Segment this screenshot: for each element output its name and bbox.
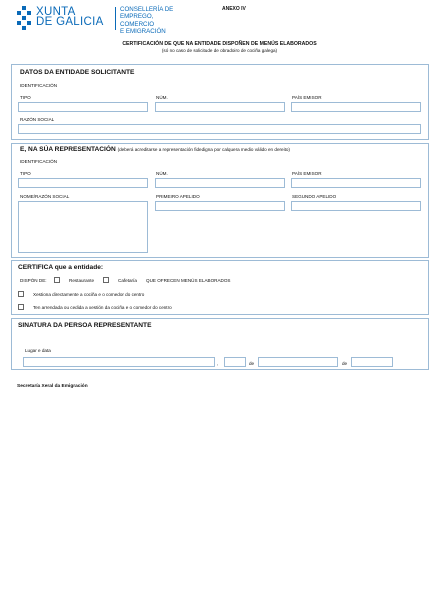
rep-type-label: TIPO [20, 171, 31, 176]
dept-line-2: EMPREGO, COMERCIO [120, 13, 155, 28]
rep-name-field[interactable] [18, 201, 148, 253]
place-date-label: Lugar e data [25, 348, 51, 353]
rep-num-label: NÚM. [156, 171, 168, 176]
representation-section-title [20, 146, 290, 153]
representation-section [11, 143, 429, 258]
representation-title-text: E, NA SÚA REPRESENTACIÓN [20, 146, 116, 153]
offer-label: QUE OFRECEN MENÚS ELABORADOS [146, 278, 231, 283]
rep-type-field[interactable] [18, 178, 148, 188]
entity-section [11, 64, 429, 140]
entity-type-label: TIPO [20, 95, 31, 100]
option-direct-label: Xestiona directamente a cociña e o comedor do centro [33, 292, 145, 297]
certifies-section [11, 260, 429, 315]
entity-name-label: RAZÓN SOCIAL [20, 117, 55, 122]
rep-surname1-label: PRIMEIRO APELIDO [156, 194, 200, 199]
comma-separator: , [217, 361, 219, 366]
annex-label: ANEXO IV [222, 6, 246, 12]
rep-surname1-field[interactable] [155, 201, 285, 211]
entity-type-field[interactable] [18, 102, 148, 112]
xunta-logo [16, 6, 176, 36]
logo-separator [115, 7, 116, 30]
restaurant-label: Restaurante [69, 278, 95, 283]
entity-identification-label: IDENTIFICACIÓN [20, 83, 58, 88]
rep-name-label: NOME/RAZÓN SOCIAL [20, 194, 70, 199]
cafeteria-label: Cafetaría [118, 278, 137, 283]
certifies-section-title: CERTIFICA que a entidade: [18, 264, 104, 271]
document-subtitle: (só no caso de solicitude de obradoiro de cociña galega) [161, 48, 278, 53]
logo-line-1: XUNTA [36, 6, 76, 18]
signature-section [11, 318, 429, 370]
rep-num-field[interactable] [155, 178, 285, 188]
restaurant-checkbox[interactable] [54, 277, 60, 283]
entity-country-field[interactable] [291, 102, 421, 112]
representation-note: (deberá acreditarse a representación fidedigna por calquera medio válido en dereito) [117, 147, 290, 152]
rep-country-label: PAÍS EMISOR [292, 171, 322, 176]
dispon-label: DISPÓN DE: [20, 278, 47, 283]
department-name [120, 6, 176, 36]
rep-country-field[interactable] [291, 178, 421, 188]
place-field[interactable] [23, 357, 215, 367]
entity-name-field[interactable] [18, 124, 421, 134]
month-field[interactable] [258, 357, 338, 367]
de-label-2: de [342, 361, 348, 366]
option-leased-checkbox[interactable] [18, 304, 24, 310]
footer-text: Secretaría Xeral da Emigración [17, 384, 88, 389]
logo-wordmark [36, 7, 104, 27]
entity-country-label: PAÍS EMISOR [292, 95, 322, 100]
de-label-1: de [249, 361, 255, 366]
signature-section-title: SINATURA DA PERSOA REPRESENTANTE [18, 322, 152, 329]
option-direct-checkbox[interactable] [18, 291, 24, 297]
logo-line-2: DE GALICIA [36, 16, 104, 28]
cafeteria-checkbox[interactable] [103, 277, 109, 283]
rep-surname2-field[interactable] [291, 201, 421, 211]
entity-num-field[interactable] [155, 102, 285, 112]
day-field[interactable] [224, 357, 246, 367]
document-title: CERTIFICACIÓN DE QUE NA ENTIDADE DISPOÑEN DE MENÚS ELABORADOS [122, 41, 317, 47]
option-leased-label: Ten arrendada ou cedida a xestión da cociña e o comedor do centro [33, 305, 172, 310]
dept-line-3: E EMIGRACIÓN [120, 28, 166, 36]
rep-surname2-label: SEGUNDO APELIDO [292, 194, 337, 199]
dept-line-1: CONSELLERÍA DE [120, 6, 174, 13]
entity-num-label: NÚM. [156, 95, 168, 100]
year-field[interactable] [351, 357, 393, 367]
rep-identification-label: IDENTIFICACIÓN [20, 159, 58, 164]
xunta-emblem-icon [16, 6, 32, 30]
entity-section-title: DATOS DA ENTIDADE SOLICITANTE [20, 69, 135, 76]
